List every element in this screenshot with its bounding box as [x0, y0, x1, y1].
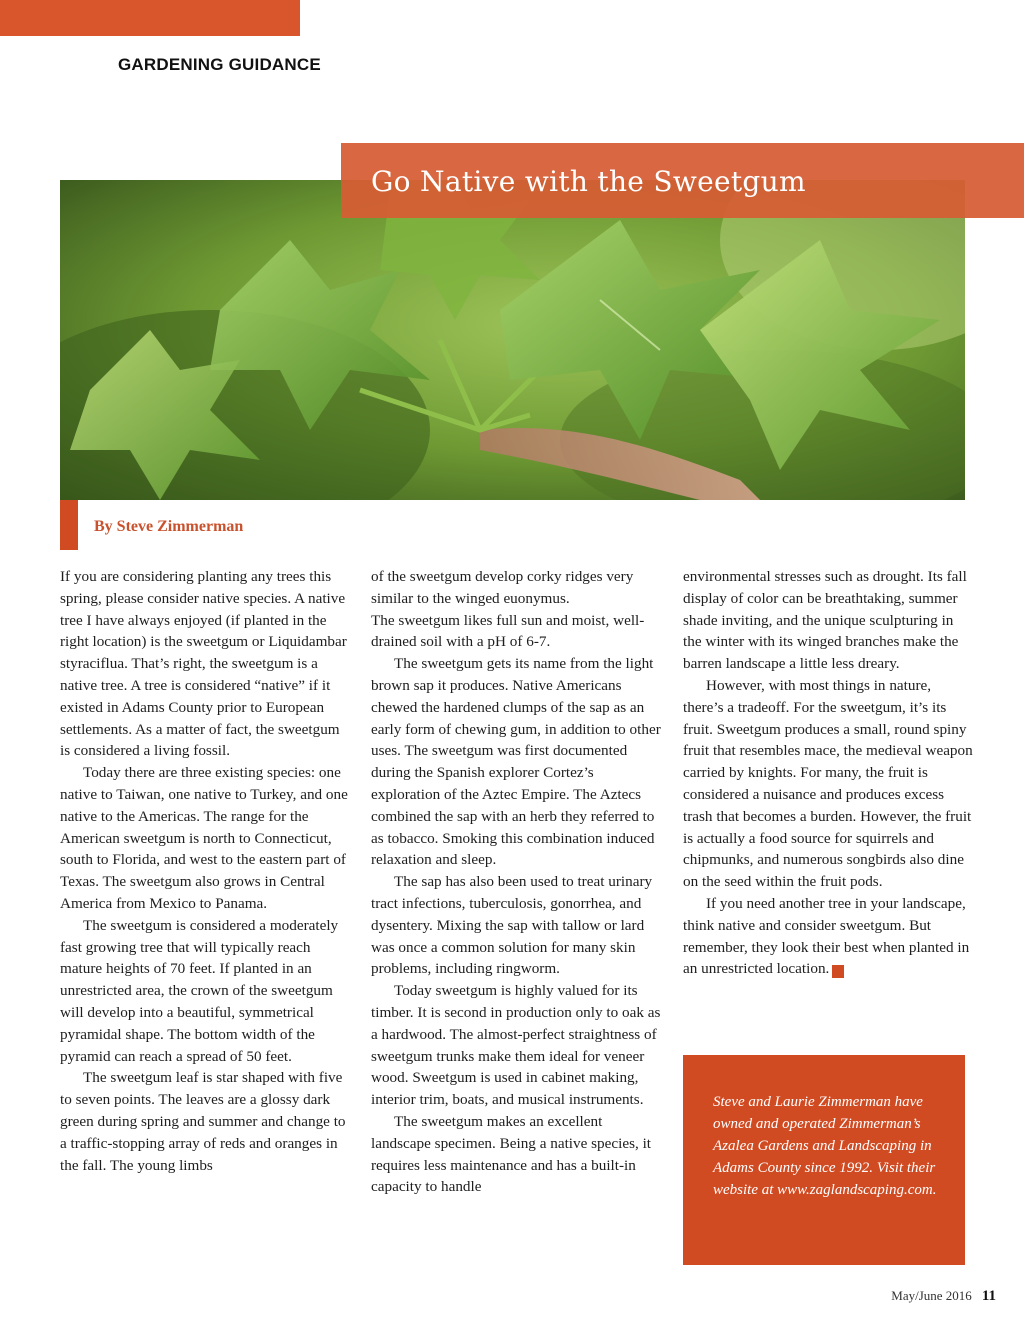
paragraph: The sweetgum is considered a moderately fast growing tree that will typically reach mature heights of 70 feet. If planted in an unrestricted area, the crown of the sweetgum will develop into a beautiful, symmetrical pyramidal shape. The bottom width of the pyramid can reach a spread of 50 feet. — [60, 916, 339, 1065]
section-label: GARDENING GUIDANCE — [118, 55, 321, 74]
author-bio: Steve and Laurie Zimmerman have owned and operated Zimmerman’s Azalea Gardens and Landscaping in Adams County since 1992. Visit their website at www.zaglandscaping.com. — [713, 1094, 937, 1198]
paragraph: environmental stresses such as drought. Its fall display of color can be breathtaking, summer shade inviting, and the unique sculpturing in the winter with its winged branches make the barren landscape a little less dreary. — [683, 568, 967, 673]
article-column-1 — [60, 566, 352, 1176]
leaf-photo-icon — [60, 180, 965, 500]
paragraph: The sweetgum makes an excellent landscape specimen. Being a native species, it requires less maintenance and has a built-in capacity to handle — [371, 1112, 652, 1196]
end-mark-icon: G — [832, 965, 844, 978]
byline-accent-bar — [60, 500, 78, 550]
paragraph: of the sweetgum develop corky ridges very similar to the winged euonymus. — [371, 568, 634, 607]
paragraph: However, with most things in nature, there’s a tradeoff. For the sweetgum, it’s its fruit. Sweetgum produces a small, round spiny fruit that resembles mace, the medieval weapon carried by knights. For many, the fruit is considered a nuisance and produces excess trash that becomes a burden. However, the fruit is actually a food source for squirrels and chipmunks, and numerous songbirds also dine on the seed within the fruit pods. — [683, 676, 973, 891]
paragraph: Today sweetgum is highly valued for its timber. It is second in production only to oak as a hardwood. The almost-perfect straightness of sweetgum trunks make them ideal for veneer wood. Sweetgum is used in cabinet making, interior trim, boats, and musical instruments. — [371, 982, 661, 1109]
paragraph: The sap has also been used to treat urinary tract infections, tuberculosis, gonorrhea, and dysentery. Mixing the sap with tallow or lard was once a common solution for many skin problems, including ringworm. — [371, 873, 653, 978]
paragraph-last — [683, 893, 975, 980]
top-accent-bar — [0, 0, 300, 36]
hero-photo — [60, 180, 965, 500]
paragraph: The sweetgum leaf is star shaped with five to seven points. The leaves are a glossy dark green during spring and summer and change to a traffic-stopping array of reds and oranges in the fall. The young limbs — [60, 1069, 346, 1174]
article-title: Go Native with the Sweetgum — [371, 165, 806, 198]
paragraph: The sweetgum likes full sun and moist, well-drained soil with a pH of 6-7. — [371, 611, 645, 651]
title-box — [341, 143, 1024, 218]
paragraph: The sweetgum gets its name from the light brown sap it produces. Native Americans chewed the hardened clumps of the sap as an early form of chewing gum, in addition to other uses. The sweetgum was first documented during the Spanish explorer Cortez’s exploration of the Aztec Empire. The Aztecs combined the sap with an herb they referred to as tobacco. Smoking this combination induced relaxation and sleep. — [371, 655, 661, 869]
page-footer — [891, 1288, 996, 1305]
page-number: 11 — [981, 1288, 996, 1304]
paragraph-text: If you need another tree in your landscape, think native and consider sweetgum. But remember, they look their best when planted in an unrestricted location. — [683, 894, 970, 978]
author-bio-box — [683, 1055, 965, 1265]
issue-date: May/June 2016 — [891, 1288, 972, 1303]
paragraph: Today there are three existing species: one native to Taiwan, one native to Turkey, and one native to the Americas. The range for the American sweetgum is north to Connecticut, south to Florida, and west to the eastern part of Texas. The sweetgum also grows in Central America from Mexico to Panama. — [60, 764, 348, 912]
article-column-3 — [683, 566, 975, 980]
byline: By Steve Zimmerman — [94, 518, 244, 535]
article-column-2 — [371, 566, 663, 1198]
paragraph: If you are considering planting any trees this spring, please consider native species. A native tree I have always enjoyed (if planted in the right location) is the sweetgum or Liquidambar styraciflua. That’s right, the sweetgum is a native tree. A tree is considered “native” if it existed in Adams County prior to European settlements. As a matter of fact, the sweetgum is considered a living fossil. — [60, 568, 347, 760]
